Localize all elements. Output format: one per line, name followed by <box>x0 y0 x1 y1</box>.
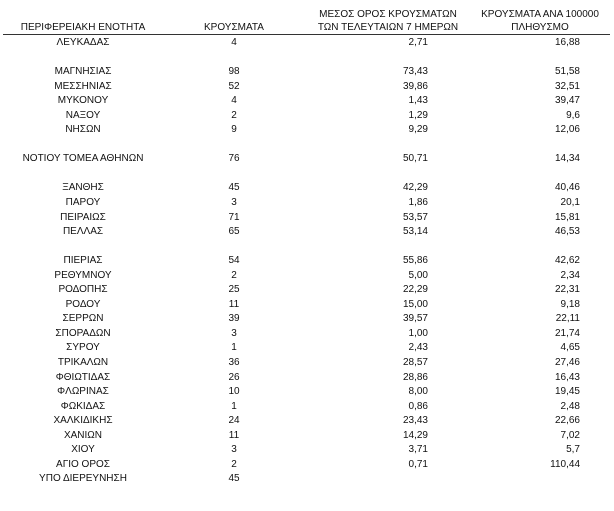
region-cell: ΥΠΟ ΔΙΕΡΕΥΝΗΣΗ <box>39 473 127 485</box>
seven-day-average-cell: 73,43 <box>402 66 428 78</box>
rate-per-100000-cell: 7,02 <box>560 429 580 441</box>
region-cell: ΡΟΔΟΠΗΣ <box>58 284 108 296</box>
rate-per-100000-cell: 39,47 <box>554 95 580 107</box>
cases-cell: 24 <box>228 415 240 427</box>
seven-day-average-cell: 50,71 <box>402 153 428 165</box>
region-cell: ΣΥΡΟΥ <box>66 342 100 354</box>
rate-per-100000-cell: 21,74 <box>554 327 580 339</box>
table-row <box>0 443 614 458</box>
rate-per-100000-cell: 15,81 <box>554 211 580 223</box>
table-row <box>0 80 614 95</box>
header-rate-line-1: ΚΡΟΥΣΜΑΤΑ ΑΝΑ 100000 <box>481 9 599 20</box>
region-cell: ΛΕΥΚΑΔΑΣ <box>56 37 110 48</box>
region-cell: ΞΑΝΘΗΣ <box>62 182 104 194</box>
table-row <box>0 327 614 342</box>
table-row <box>0 36 614 51</box>
cases-cell: 2 <box>231 269 237 281</box>
cases-cell: 4 <box>231 37 237 48</box>
header-seven-day-average <box>308 8 468 34</box>
cases-cell: 4 <box>231 95 237 107</box>
cases-cell: 45 <box>228 473 240 485</box>
seven-day-average-cell: 8,00 <box>408 386 428 398</box>
table-row <box>0 458 614 473</box>
region-cell: ΠΕΙΡΑΙΩΣ <box>60 211 106 223</box>
cases-cell: 1 <box>231 342 237 354</box>
table-row <box>0 429 614 444</box>
rate-per-100000-cell: 110,44 <box>550 458 580 470</box>
cases-cell: 10 <box>228 386 240 398</box>
rate-per-100000-cell: 27,46 <box>554 357 580 369</box>
region-cell: ΜΕΣΣΗΝΙΑΣ <box>54 80 112 92</box>
table-row <box>0 94 614 109</box>
header-region: ΠΕΡΙΦΕΡΕΙΑΚΗ ΕΝΟΤΗΤΑ <box>20 22 146 33</box>
table-body <box>0 36 614 487</box>
region-cell: ΜΥΚΟΝΟΥ <box>57 95 109 107</box>
region-cell: ΣΠΟΡΑΔΩΝ <box>55 327 111 339</box>
seven-day-average-cell: 28,86 <box>402 371 428 383</box>
region-cell: ΧΑΝΙΩΝ <box>63 429 103 441</box>
rate-per-100000-cell: 4,65 <box>560 342 580 354</box>
region-cell: ΠΑΡΟΥ <box>65 197 101 209</box>
rate-per-100000-cell: 51,58 <box>554 66 580 78</box>
rate-per-100000-cell: 5,7 <box>566 444 580 456</box>
table-row <box>0 472 614 487</box>
cases-cell: 71 <box>228 211 240 223</box>
seven-day-average-cell: 39,57 <box>402 313 428 325</box>
cases-cell: 11 <box>228 298 240 310</box>
region-cell: ΡΕΘΥΜΝΟΥ <box>54 269 112 281</box>
rate-per-100000-cell: 20,1 <box>560 197 580 209</box>
header-avg-line-1: ΜΕΣΟΣ ΟΡΟΣ ΚΡΟΥΣΜΑΤΩΝ <box>319 9 457 20</box>
rate-per-100000-cell: 16,43 <box>554 371 580 383</box>
table-row <box>0 152 614 167</box>
cases-cell: 65 <box>228 226 240 238</box>
header-cases: ΚΡΟΥΣΜΑΤΑ <box>204 22 264 33</box>
cases-cell: 39 <box>228 313 240 325</box>
region-cell: ΜΑΓΝΗΣΙΑΣ <box>54 66 112 78</box>
seven-day-average-cell: 2,43 <box>408 342 428 354</box>
cases-cell: 11 <box>228 429 240 441</box>
table-row <box>0 123 614 138</box>
table-row <box>0 312 614 327</box>
seven-day-average-cell: 1,86 <box>408 197 428 209</box>
cases-cell: 76 <box>228 153 240 165</box>
table-row <box>0 385 614 400</box>
seven-day-average-cell: 0,71 <box>408 458 428 470</box>
table-row <box>0 254 614 269</box>
cases-cell: 3 <box>231 327 237 339</box>
table-row <box>0 371 614 386</box>
cases-cell: 3 <box>231 444 237 456</box>
seven-day-average-cell: 53,57 <box>402 211 428 223</box>
region-cell: ΝΟΤΙΟΥ ΤΟΜΕΑ ΑΘΗΝΩΝ <box>22 153 144 165</box>
seven-day-average-cell: 53,14 <box>402 226 428 238</box>
region-cell: ΦΘΙΩΤΙΔΑΣ <box>55 371 111 383</box>
region-cell: ΝΑΞΟΥ <box>65 109 101 121</box>
seven-day-average-cell: 5,00 <box>408 269 428 281</box>
table-row <box>0 65 614 80</box>
table-spacer <box>0 240 614 255</box>
seven-day-average-cell: 39,86 <box>402 80 428 92</box>
seven-day-average-cell: 15,00 <box>402 298 428 310</box>
seven-day-average-cell: 55,86 <box>402 255 428 267</box>
seven-day-average-cell: 1,00 <box>408 327 428 339</box>
rate-per-100000-cell: 40,46 <box>554 182 580 194</box>
header-per-100000 <box>470 8 610 34</box>
header-divider <box>3 34 610 35</box>
seven-day-average-cell: 28,57 <box>402 357 428 369</box>
table-spacer <box>0 51 614 66</box>
region-cell: ΦΛΩΡΙΝΑΣ <box>57 386 109 398</box>
seven-day-average-cell: 14,29 <box>402 429 428 441</box>
rate-per-100000-cell: 46,53 <box>554 226 580 238</box>
table-row <box>0 356 614 371</box>
seven-day-average-cell: 9,29 <box>408 124 428 136</box>
cases-cell: 36 <box>228 357 240 369</box>
seven-day-average-cell: 3,71 <box>408 444 428 456</box>
region-cell: ΤΡΙΚΑΛΩΝ <box>57 357 109 369</box>
cases-cell: 25 <box>228 284 240 296</box>
region-cell: ΠΙΕΡΙΑΣ <box>63 255 103 267</box>
rate-per-100000-cell: 9,6 <box>566 109 580 121</box>
cases-cell: 26 <box>228 371 240 383</box>
table-row <box>0 196 614 211</box>
region-cell: ΠΕΛΛΑΣ <box>62 226 104 238</box>
seven-day-average-cell: 2,71 <box>408 37 428 48</box>
cases-cell: 9 <box>231 124 237 136</box>
cases-cell: 54 <box>228 255 240 267</box>
region-cell: ΧΙΟΥ <box>71 444 95 456</box>
table-row <box>0 341 614 356</box>
region-cell: ΧΑΛΚΙΔΙΚΗΣ <box>53 415 113 427</box>
cases-cell: 3 <box>231 197 237 209</box>
rate-per-100000-cell: 2,34 <box>560 269 580 281</box>
table-row <box>0 414 614 429</box>
cases-cell: 2 <box>231 458 237 470</box>
region-cell: ΡΟΔΟΥ <box>65 298 101 310</box>
header-avg-line-2: ΤΩΝ ΤΕΛΕΥΤΑΙΩΝ 7 ΗΜΕΡΩΝ <box>317 22 459 33</box>
rate-per-100000-cell: 22,66 <box>554 415 580 427</box>
cases-cell: 1 <box>231 400 237 412</box>
seven-day-average-cell: 22,29 <box>402 284 428 296</box>
table-row <box>0 181 614 196</box>
table-row <box>0 400 614 415</box>
rate-per-100000-cell: 12,06 <box>554 124 580 136</box>
table-row <box>0 211 614 226</box>
seven-day-average-cell: 42,29 <box>402 182 428 194</box>
cases-cell: 2 <box>231 109 237 121</box>
table-spacer <box>0 167 614 182</box>
table-row <box>0 298 614 313</box>
cases-cell: 52 <box>228 80 240 92</box>
cases-cell: 98 <box>228 66 240 78</box>
rate-per-100000-cell: 2,48 <box>560 400 580 412</box>
rate-per-100000-cell: 42,62 <box>554 255 580 267</box>
rate-per-100000-cell: 22,11 <box>555 313 580 325</box>
region-cell: ΝΗΣΩΝ <box>65 124 101 136</box>
seven-day-average-cell: 1,43 <box>408 95 428 107</box>
cases-cell: 45 <box>228 182 240 194</box>
rate-per-100000-cell: 22,31 <box>554 284 580 296</box>
rate-per-100000-cell: 14,34 <box>554 153 580 165</box>
table-row <box>0 269 614 284</box>
region-cell: ΑΓΙΟ ΟΡΟΣ <box>56 458 110 470</box>
table-spacer <box>0 138 614 153</box>
rate-per-100000-cell: 19,45 <box>554 386 580 398</box>
table-row <box>0 283 614 298</box>
region-cell: ΣΕΡΡΩΝ <box>62 313 104 325</box>
rate-per-100000-cell: 32,51 <box>554 80 580 92</box>
rate-per-100000-cell: 16,88 <box>554 37 580 48</box>
region-cell: ΦΩΚΙΔΑΣ <box>60 400 106 412</box>
rate-per-100000-cell: 9,18 <box>560 298 580 310</box>
header-rate-line-2: ΠΛΗΘΥΣΜΟ <box>511 22 569 33</box>
seven-day-average-cell: 1,29 <box>408 109 428 121</box>
seven-day-average-cell: 0,86 <box>408 400 428 412</box>
seven-day-average-cell: 23,43 <box>402 415 428 427</box>
table-row <box>0 109 614 124</box>
table-row <box>0 225 614 240</box>
